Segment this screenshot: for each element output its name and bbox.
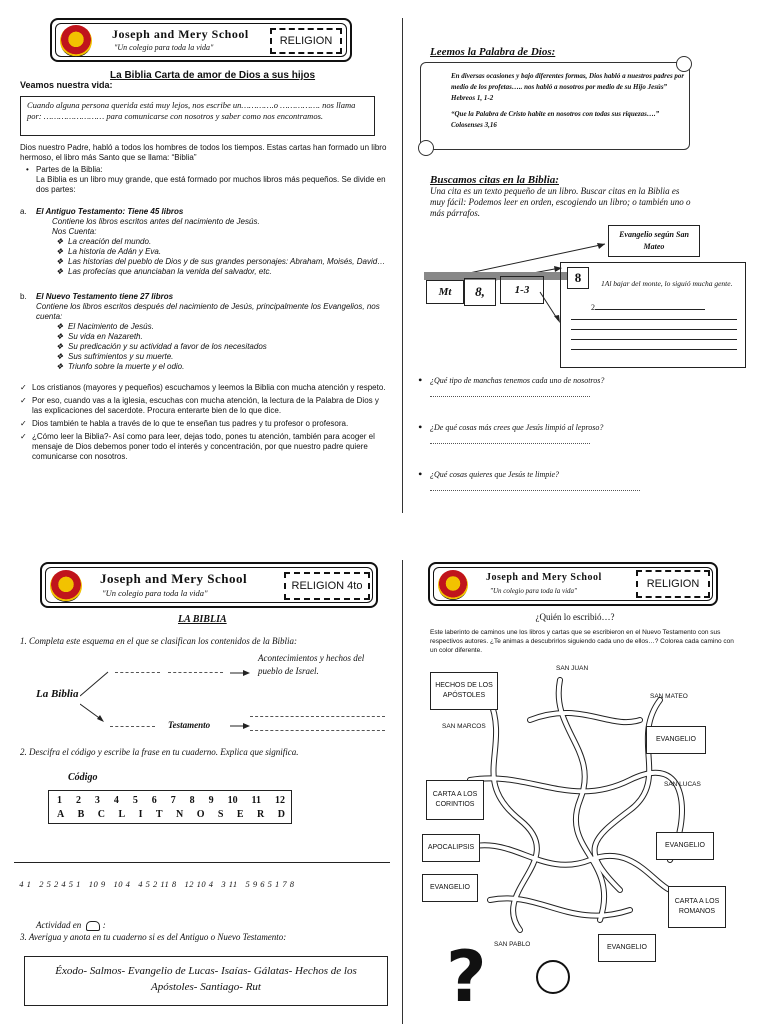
citation-book-text: Mt <box>438 286 452 298</box>
code-number: 9 <box>208 795 214 806</box>
old-testament-item: ❖ La historia de Adán y Eva. <box>68 247 390 257</box>
code-letter: E <box>236 809 244 820</box>
code-number: 4 <box>113 795 119 806</box>
question-item: ¿Qué tipo de manchas tenemos cada uno de nosotros? <box>430 376 605 385</box>
scroll-curl-left <box>418 140 434 156</box>
code-letter: N <box>176 809 184 820</box>
answer-line <box>571 349 737 350</box>
school-logo <box>438 570 468 600</box>
code-letter: B <box>77 809 85 820</box>
new-testament-item: ❖ Triunfo sobre la muerte y el odio. <box>68 362 390 372</box>
maze-question: ¿Quién lo escribió…? <box>535 612 615 622</box>
new-testament-item: ❖ El Nacimiento de Jesús. <box>68 322 390 332</box>
parts-label: • Partes de la Biblia: <box>36 165 390 175</box>
maze-book: CARTA A LOS ROMANOS <box>668 886 726 928</box>
gospel-box-text: Evangelio según San Mateo <box>619 230 689 251</box>
scroll-text-2: “Que la Palabra de Cristo habite en nosotros con todas sus riquezas….” Colosenses 3,16 <box>451 110 660 129</box>
answer-line <box>571 319 737 320</box>
chapter-number-text: 8 <box>574 270 582 285</box>
header-box-page3 <box>40 562 378 608</box>
verse-box <box>560 262 746 368</box>
scroll-box <box>420 62 690 150</box>
school-name: Joseph and Mery School <box>112 27 249 41</box>
code-label: Código <box>68 772 98 783</box>
maze-book: EVANGELIO <box>422 874 478 902</box>
code-number: 8 <box>189 795 195 806</box>
new-testament-section: b. El Nuevo Testamento tiene 27 libros Contiene los libros escritos después del nacimiento de Jesús, principalmente los Evangelios, nos cuenta: ❖ El Nacimiento de Jesús. ❖ Su vida en Nazareth. ❖ Su predicación y su actividad a favor de los necesitados ❖ Sus sufrimientos y su muerte. ❖ Triunfo sobre la muerte y el odio. <box>20 292 390 372</box>
old-testament-desc: Contiene los libros escritos antes del nacimiento de Jesús. <box>52 217 260 226</box>
maze-instructions: Este laberinto de caminos une los libros y cartas que se escribieron en el Nuevo Testamento con sus respectivos autores. ¿Te animas a descubrirlos siguiendo cada uno de ellos…? Colorea cada camino con un color diferente. <box>430 629 734 654</box>
cartoon-face-icon <box>536 960 570 994</box>
new-testament-title: El Nuevo Testamento tiene 27 libros <box>36 292 174 301</box>
maze-author: SAN JUAN <box>556 665 589 672</box>
header-box-page1 <box>50 18 352 62</box>
code-number: 10 <box>227 795 238 806</box>
code-numbers-row <box>57 795 285 806</box>
scroll-text: En diversas ocasiones y bajo diferentes formas, Dios habló a nuestros padres por medio de los profetas….. nos habló a nosotros por medio de su Hijo Jesús” Hebreos 1, 1-2 <box>451 72 685 102</box>
subject-label: RELIGION <box>270 28 342 54</box>
old-testament-item: ❖ Las profecías que anunciaban la venida del salvador, etc. <box>68 267 390 277</box>
verse-two <box>591 303 705 312</box>
code-letter: I <box>138 809 143 820</box>
maze-author: SAN LUCAS <box>664 781 701 788</box>
page1-title: La Biblia Carta de amor de Dios a sus hijos <box>110 70 316 81</box>
answer-line <box>571 339 737 340</box>
citation-bar <box>424 272 574 280</box>
code-number: 7 <box>170 795 176 806</box>
blank-line[interactable] <box>115 672 160 673</box>
question-list: • ¿Qué tipo de manchas tenemos cada uno de nosotros? • ¿De qué cosas más crees que Jesús limpió al leproso? • ¿Qué cosas quieres que Jesús te limpie? <box>430 376 730 491</box>
books-list: Éxodo- Salmos- Evangelio de Lucas- Isaías- Gálatas- Hechos de los Apóstoles- Santiago- Rut <box>55 965 357 993</box>
parts-text: La Biblia es un libro muy grande, que está formado por muchos libros más pequeños. Se divide en dos partes: <box>36 175 386 194</box>
blank-line[interactable] <box>250 716 385 717</box>
code-letter: S <box>217 809 224 820</box>
maze-author: SAN PABLO <box>494 941 531 948</box>
intro-box-text: Cuando alguna persona querida está muy lejos, nos escribe un………….o ……………. nos llama por: …………………… para comunicarse con nosotros y saber como nos encontramos. <box>27 100 356 121</box>
header-box-page4 <box>428 562 718 606</box>
scroll-curl-right <box>676 56 692 72</box>
maze-book: HECHOS DE LOS APÓSTOLES <box>430 672 498 710</box>
question-2: 2. Descifra el código y escribe la frase en tu cuaderno. Explica que significa. <box>20 747 299 757</box>
answer-dots[interactable] <box>430 385 590 397</box>
question-1: 1. Completa este esquema en el que se clasifican los contenidos de la Biblia: <box>20 636 297 646</box>
column-divider-bottom <box>402 560 403 1024</box>
school-logo <box>50 570 82 602</box>
subject-label: RELIGION 4to <box>284 572 370 600</box>
code-number: 1 <box>57 795 62 806</box>
code-number: 3 <box>94 795 100 806</box>
code-table <box>48 790 292 824</box>
question-mark-icon: ? <box>446 936 487 1018</box>
old-testament-title: El Antiguo Testamento: Tiene 45 libros <box>36 207 184 216</box>
maze-book: EVANGELIO <box>598 934 656 962</box>
new-testament-item: ❖ Su predicación y su actividad a favor de los necesitados <box>68 342 390 352</box>
check-list <box>32 383 390 462</box>
question-item: ¿De qué cosas más crees que Jesús limpió al leproso? <box>430 423 604 432</box>
maze-book: EVANGELIO <box>656 832 714 860</box>
answer-line <box>571 329 737 330</box>
intro-text: Dios nuestro Padre, habló a todos los hombres de todos los tiempos. Estas cartas han formado un libro hermoso, el libro más Santo que se llama: “Biblia” <box>20 143 387 162</box>
page3-title: LA BIBLIA <box>178 614 227 625</box>
column-divider-top <box>402 18 403 513</box>
intro-box <box>20 96 375 136</box>
blank-line[interactable] <box>110 726 155 727</box>
school-name: Joseph and Mery School <box>486 572 602 583</box>
verse-two-text: 2 <box>591 303 595 312</box>
code-number: 12 <box>274 795 285 806</box>
search-title: Buscamos citas en la Biblia: <box>430 174 559 186</box>
gospel-box <box>608 225 700 257</box>
subject-label: RELIGION <box>636 570 710 598</box>
citation-chapter-text: 8, <box>475 284 485 299</box>
activity-text: Actividad en <box>36 920 82 930</box>
diagram-root: La Biblia <box>36 688 79 700</box>
parts-section <box>36 165 390 195</box>
code-letter: D <box>277 809 285 820</box>
question-item: ¿Qué cosas quieres que Jesús te limpie? <box>430 470 560 479</box>
code-letter: O <box>196 809 205 820</box>
code-letter: L <box>118 809 126 820</box>
answer-dots[interactable] <box>430 479 640 491</box>
car-icon <box>86 921 100 931</box>
answer-dots[interactable] <box>430 432 590 444</box>
old-testament-item: ❖ Las historias del pueblo de Dios y de sus grandes personajes: Abraham, Moisés, David… <box>68 257 390 267</box>
old-testament-item: ❖ La creación del mundo. <box>68 237 390 247</box>
check-item: ✓ Los cristianos (mayores y pequeños) escuchamos y leemos la Biblia con mucha atención y respeto. <box>32 383 390 393</box>
new-testament-desc: Contiene los libros escritos después del nacimiento de Jesús, principalmente los Evangelios, nos cuenta: <box>36 302 380 321</box>
school-motto: "Un colegio para toda la vida" <box>102 588 208 598</box>
code-number: 11 <box>251 795 261 806</box>
check-item: ✓ Por eso, cuando vas a la iglesia, escuchas con mucha atención, la lectura de la Palabra de Dios y las explicaciones del sacerdote. Procura enterarte bien de lo que dice. <box>32 396 390 416</box>
books-box <box>24 956 388 1006</box>
chapter-number <box>567 267 589 289</box>
blank-line[interactable] <box>168 672 223 673</box>
school-motto: "Un colegio para toda la vida" <box>490 587 577 595</box>
diagram-bottom: Testamento <box>168 720 211 730</box>
citation-chapter <box>464 278 496 306</box>
code-letter: R <box>257 809 265 820</box>
citation-verses-text: 1-3 <box>514 284 530 296</box>
question-3: 3. Averigua y anota en tu cuaderno si es del Antiguo o Nuevo Testamento: <box>20 932 287 942</box>
maze-book: EVANGELIO <box>646 726 706 754</box>
maze-author: SAN MATEO <box>650 693 688 700</box>
maze-book: CARTA A LOS CORINTIOS <box>426 780 484 820</box>
old-testament-tells: Nos Cuenta: <box>52 227 97 236</box>
check-item: ✓ Dios también te habla a través de lo que te enseñan tus padres y tu profesor o profesora. <box>32 419 390 429</box>
cipher-text: 4 1 2 5 2 4 5 1 10 9 10 4 4 5 2 11 8 12 10 4 3 11 5 9 6 5 1 7 8 <box>19 879 295 889</box>
citation-book <box>426 280 464 304</box>
cipher-line[interactable] <box>14 862 390 889</box>
code-letter: A <box>57 809 65 820</box>
check-item: ✓ ¿Cómo leer la Biblia?- Así como para leer, dejas todo, pones tu atención, también para acoger el mensaje de Dios debemos poner todo el interés y concentración, por que nuestro padre quiere comunicarse con nosotros. <box>32 432 390 462</box>
verse-text: 1Al bajar del monte, lo siguió mucha gente. <box>601 279 733 288</box>
citation-verses <box>500 276 544 304</box>
old-testament-section: a. El Antiguo Testamento: Tiene 45 libros Contiene los libros escritos antes del nacimiento de Jesús. Nos Cuenta: ❖ La creación del mundo. ❖ La historia de Adán y Eva. ❖ Las historias del pueblo de Dios y de sus grandes personajes: Abraham, Moisés, David… ❖ Las profecías que anunciaban la venida del salvador, etc. <box>20 207 390 277</box>
school-name: Joseph and Mery School <box>100 571 248 586</box>
school-motto: "Un colegio para toda la vida" <box>114 43 214 52</box>
diagram-top: Acontecimientos y hechos del pueblo de Israel. <box>258 653 365 676</box>
maze-author: SAN MARCOS <box>442 723 486 730</box>
new-testament-item: ❖ Su vida en Nazareth. <box>68 332 390 342</box>
code-number: 2 <box>75 795 81 806</box>
code-number: 6 <box>151 795 157 806</box>
page2-title: Leemos la Palabra de Dios: <box>430 46 556 58</box>
activity-label: Actividad en : <box>36 920 106 930</box>
code-letter: T <box>155 809 163 820</box>
code-number: 5 <box>132 795 138 806</box>
new-testament-item: ❖ Sus sufrimientos y su muerte. <box>68 352 390 362</box>
maze-book: APOCALIPSIS <box>422 834 480 862</box>
code-letter: C <box>97 809 106 820</box>
school-logo <box>60 25 92 57</box>
code-letters-row <box>57 809 285 820</box>
blank-line[interactable] <box>250 730 385 731</box>
search-text: Una cita es un texto pequeño de un libro. Buscar citas en la Biblia es muy fácil: Podemos leer en orden, escogiendo un libro; o también uno o más párrafos. <box>430 186 691 218</box>
page1-subtitle: Veamos nuestra vida: <box>20 80 113 90</box>
